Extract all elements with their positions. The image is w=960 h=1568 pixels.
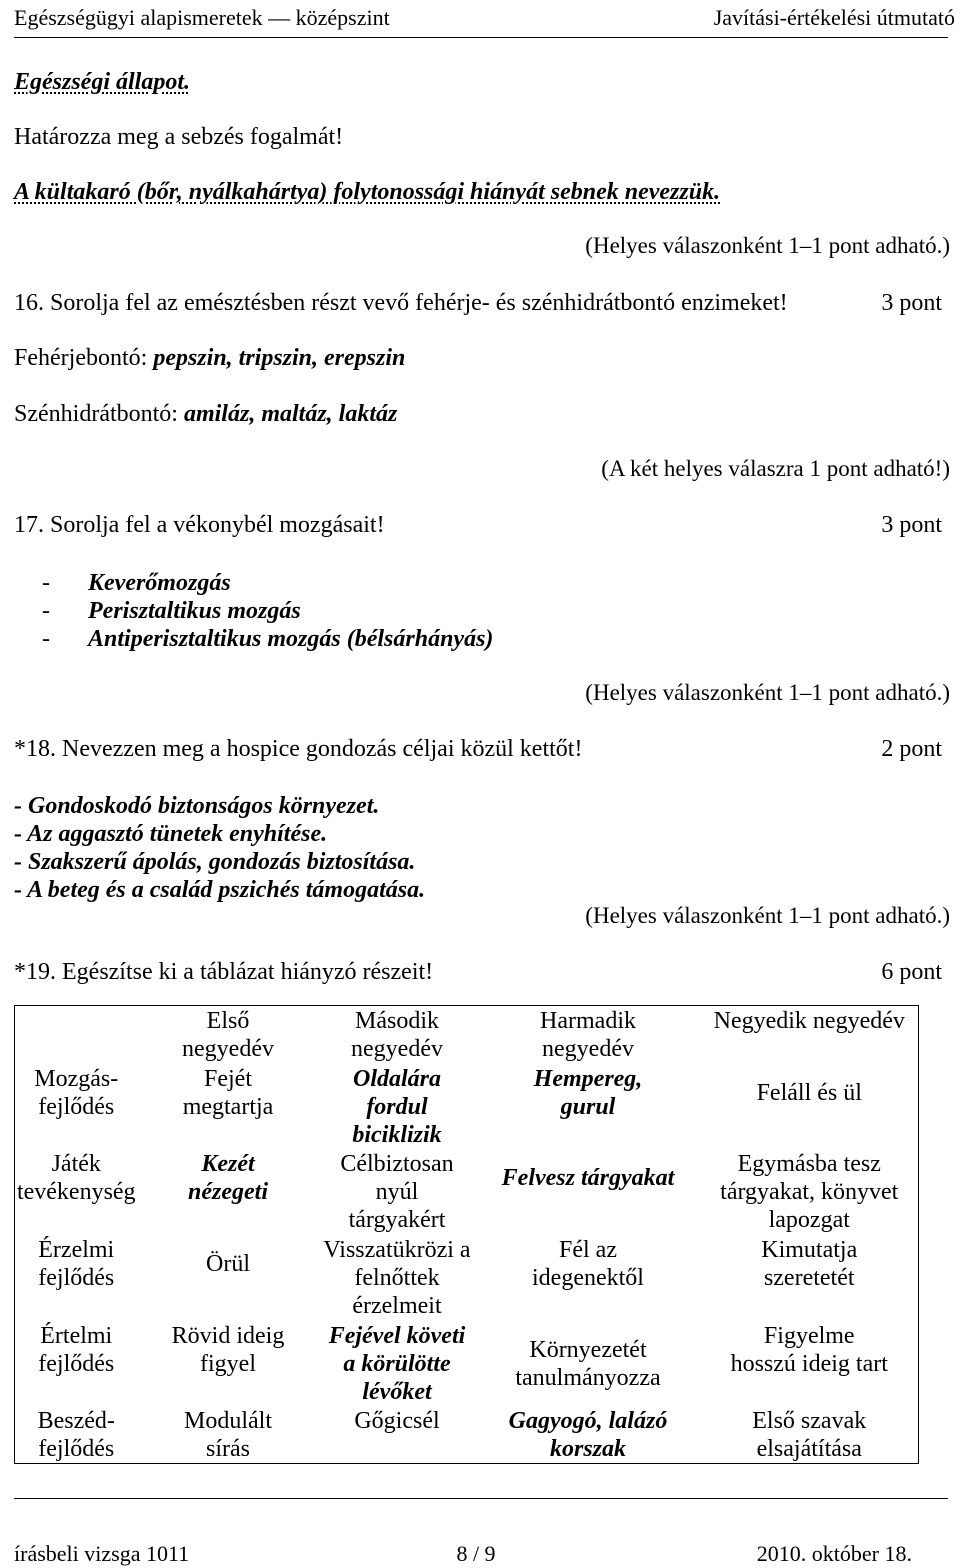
cell-speech-q2: Gőgicsél xyxy=(354,1407,440,1434)
cell-motor-q1: Fejét megtartja xyxy=(182,1065,274,1120)
q16-question: Sorolja fel az emésztésben részt vevő fehérje- és szénhidrátbontó enzimeket! xyxy=(50,290,788,316)
header-subject: Egészségügyi alapismeretek — középszint xyxy=(14,5,390,30)
development-table xyxy=(14,1005,919,1464)
row-label-cognitive-development: Értelmi fejlődés xyxy=(38,1322,115,1377)
wound-question: Határozza meg a sebzés fogalmát! xyxy=(14,124,344,150)
header-rule xyxy=(14,37,948,38)
header-document-type: Javítási-értékelési útmutató xyxy=(713,5,955,30)
cell-play-q4: Egymásba tesz tárgyakat, könyvet lapozgat xyxy=(720,1150,899,1233)
q18-answer-item: - A beteg és a család pszichés támogatása. xyxy=(14,877,426,903)
table-row-motor-development xyxy=(15,1064,919,1149)
wound-scoring-note: (Helyes válaszonként 1–1 pont adható.) xyxy=(585,233,950,258)
q18-question-line xyxy=(14,735,582,763)
cell-emotional-q4: Kimutatja szeretetét xyxy=(761,1236,858,1291)
q18-answer-item: - Szakszerű ápolás, gondozás biztosítása. xyxy=(14,849,416,875)
column-header-q4: Negyedik negyedév xyxy=(713,1008,905,1034)
table-row-speech-development xyxy=(15,1406,919,1464)
row-label-speech-development: Beszéd- fejlődés xyxy=(37,1407,115,1462)
cell-emotional-q1: Örül xyxy=(206,1250,250,1277)
q17-answer-item xyxy=(42,625,493,653)
footer-date: 2010. október 18. xyxy=(756,1541,912,1566)
cell-cognitive-q3: Környezetét tanulmányozza xyxy=(515,1336,661,1391)
q17-question: Sorolja fel a vékonybél mozgásait! xyxy=(50,512,385,538)
row-label-play-activity: Játék tevékenység xyxy=(16,1150,136,1205)
column-header-q1: Első negyedév xyxy=(182,1008,274,1062)
cell-emotional-q2: Visszatükrözi a felnőttek érzelmeit xyxy=(323,1236,471,1319)
list-dash: - xyxy=(42,570,50,596)
q17-answer-item xyxy=(42,569,231,597)
q16-protein-line xyxy=(14,344,405,372)
q18-scoring-note: (Helyes válaszonként 1–1 pont adható.) xyxy=(585,903,950,928)
q16-scoring-note: (A két helyes válaszra 1 pont adható!) xyxy=(601,456,950,481)
q17-points: 3 pont xyxy=(881,512,942,538)
table-corner-cell xyxy=(15,1006,138,1064)
column-header-q3: Harmadik negyedév xyxy=(540,1008,636,1062)
table-row-emotional-development xyxy=(15,1235,919,1321)
q16-points: 3 pont xyxy=(881,290,942,316)
table-row-play-activity xyxy=(15,1149,919,1235)
q19-question: Egészítse ki a táblázat hiányzó részeit! xyxy=(62,959,434,985)
row-label-motor-development: Mozgás- fejlődés xyxy=(34,1065,119,1120)
q19-question-line xyxy=(14,958,433,986)
cell-play-q2: Célbiztosan nyúl tárgyakért xyxy=(340,1150,454,1233)
q16-protein-label: Fehérjebontó: xyxy=(14,345,148,371)
footer-exam-label: írásbeli vizsga 1011 xyxy=(14,1541,190,1566)
q16-carbohydrate-label: Szénhidrátbontó: xyxy=(14,401,178,427)
q16-protein-answer: pepszin, tripszin, erepszin xyxy=(153,345,406,371)
q18-question: Nevezzen meg a hospice gondozás céljai közül kettőt! xyxy=(62,736,583,762)
q18-points: 2 pont xyxy=(881,736,942,762)
cell-speech-q4: Első szavak elsajátítása xyxy=(752,1407,867,1462)
cell-cognitive-q4: Figyelme hosszú ideig tart xyxy=(730,1322,888,1377)
cell-motor-q4: Feláll és ül xyxy=(756,1079,862,1106)
q17-question-line xyxy=(14,511,385,539)
cell-speech-q1: Modulált sírás xyxy=(184,1407,272,1462)
q17-answer-text: Perisztaltikus mozgás xyxy=(88,598,301,624)
q19-number: *19. xyxy=(14,959,56,985)
cell-motor-q2: Oldalára fordul biciklizik xyxy=(352,1065,442,1148)
list-dash: - xyxy=(42,626,50,652)
q17-answer-item xyxy=(42,597,301,625)
q17-number: 17. xyxy=(14,512,44,538)
q18-answer-item: - Gondoskodó biztonságos környezet. xyxy=(14,793,380,819)
q17-answer-text: Antiperisztaltikus mozgás (bélsárhányás) xyxy=(88,626,494,652)
cell-emotional-q3: Fél az idegenektől xyxy=(532,1236,644,1291)
cell-play-q3: Felvesz tárgyakat xyxy=(501,1164,675,1191)
row-label-emotional-development: Érzelmi fejlődés xyxy=(38,1236,115,1291)
footer-rule xyxy=(14,1498,948,1499)
cell-play-q1: Kezét nézegeti xyxy=(188,1150,268,1205)
column-header-q2: Második negyedév xyxy=(351,1008,443,1062)
q18-answer-item: - Az aggasztó tünetek enyhítése. xyxy=(14,821,328,847)
q17-answer-text: Keverőmozgás xyxy=(88,570,231,596)
cell-motor-q3: Hempereg, gurul xyxy=(533,1065,643,1120)
cell-speech-q3: Gagyogó, lalázó korszak xyxy=(508,1407,668,1462)
q18-number: *18. xyxy=(14,736,56,762)
q16-carbohydrate-answer: amiláz, maltáz, laktáz xyxy=(183,401,398,427)
q16-carbohydrate-line xyxy=(14,400,397,428)
list-dash: - xyxy=(42,598,50,624)
wound-answer: A kültakaró (bőr, nyálkahártya) folytonossági hiányát sebnek nevezzük. xyxy=(14,179,721,205)
cell-cognitive-q2: Fejével követi a körülötte lévőket xyxy=(328,1322,466,1405)
q16-number: 16. xyxy=(14,290,44,316)
q19-points: 6 pont xyxy=(881,959,942,985)
table-row-cognitive-development xyxy=(15,1321,919,1406)
q16-question-line xyxy=(14,289,788,317)
cell-cognitive-q1: Rövid ideig figyel xyxy=(171,1322,285,1377)
q17-scoring-note: (Helyes válaszonként 1–1 pont adható.) xyxy=(585,680,950,705)
carryover-answer: Egészségi állapot. xyxy=(14,69,191,95)
footer-page-number: 8 / 9 xyxy=(456,1541,496,1566)
table-header-row xyxy=(15,1006,919,1064)
